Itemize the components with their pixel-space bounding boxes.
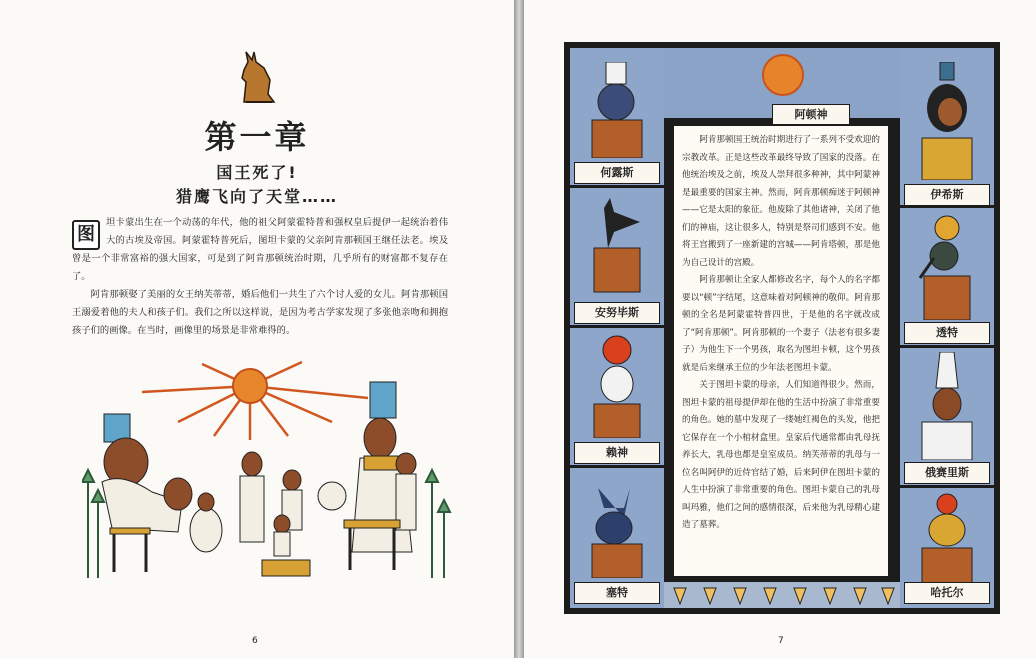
god-isis	[900, 48, 994, 208]
sun-disc	[233, 369, 267, 403]
god-anubis	[570, 188, 664, 328]
right-paragraph-2: 阿肯那顿让全家人都修改名字，每个人的名字都要以“顿”字结尾，这意味着对阿顿神的敬仰。阿肯那顿的全名是阿蒙霍特普四世，于是他的名字就改成了“阿肯那顿”。阿肯那顿的一个妻子（法老有很多妻子）为他生下一个男孩，取名为图坦卡顿，这个男孩就是后来继承王位的少年法老图坦卡蒙。	[682, 275, 880, 373]
god-label-hathor: 哈托尔	[904, 582, 990, 604]
jackal-head-icon	[584, 198, 650, 298]
subtitle-line-2: 猎鹰飞向了天堂……	[175, 187, 338, 206]
god-label-osiris: 俄赛里斯	[904, 462, 990, 484]
subtitle-line-1: 国王死了!	[216, 163, 298, 182]
isis-head-icon	[914, 62, 980, 180]
set-head-icon	[584, 488, 650, 578]
jackal-icon	[238, 48, 278, 104]
aton-sun-icon	[762, 54, 804, 96]
right-page	[524, 0, 1036, 658]
page-number-right: 7	[778, 636, 784, 646]
chapter-title: 第一章	[204, 118, 310, 156]
queen-crown	[370, 382, 396, 418]
page-number-left: 6	[252, 636, 258, 646]
body-text	[72, 214, 448, 340]
book-spine	[514, 0, 524, 658]
cow-head-icon	[914, 492, 980, 584]
gods-frame	[564, 42, 1000, 614]
god-ra	[570, 328, 664, 468]
right-paragraph-1: 阿肯那顿国王统治时期进行了一系列不受欢迎的宗教改革。正是这些改革最终导致了国家的没落。在他统治埃及之前，埃及人崇拜很多种神，其中阿蒙神是最重要的国家主神。然而，阿肯那顿痴迷于阿顿神——它是太阳的象征。他废除了其他诸神，关闭了他们的神庙，这让很多人，特别是祭司们感到不安。他将王宫搬到了一座新建的宫城——阿肯塔顿，那是他为自己设计的宫殿。	[682, 135, 880, 268]
god-label-horus: 何露斯	[574, 162, 660, 184]
gods-column-right	[900, 48, 994, 608]
royal-family-illustration	[82, 352, 454, 584]
god-thoth	[900, 208, 994, 348]
god-horus	[570, 48, 664, 188]
paragraph-1	[72, 214, 448, 286]
aton-label: 阿顿神	[772, 104, 850, 126]
left-page	[0, 0, 514, 658]
paragraph-2: 阿肯那顿娶了美丽的女王纳芙蒂蒂，婚后他们一共生了六个讨人爱的女儿。阿肯那顿国王溺爱着他的夫人和孩子们。我们之所以这样说，是因为考古学家发现了多张他亲吻和拥抱孩子们的画像。在当时，画像里的场景是非常难得的。	[72, 289, 448, 336]
lotus-floor	[664, 582, 900, 608]
god-label-ra: 赖神	[574, 442, 660, 464]
god-label-set: 塞特	[574, 582, 660, 604]
god-label-thoth: 透特	[904, 322, 990, 344]
gods-column-left	[570, 48, 664, 608]
right-paragraph-3: 关于图坦卡蒙的母亲，人们知道得很少。然而，图坦卡蒙的祖母提伊却在他的生活中扮演了非常重要的角色。她的墓中发现了一缕她红褐色的头发，他把它保存在一个小棺材盒里。皇家后代通常都由乳母抚养长大，乳母也都是皇室成员。纳芙蒂蒂的乳母与一位名叫阿伊的近侍官结了婚，后来阿伊在图坦卡蒙的人生中扮演了非常重要的角色。图坦卡蒙自己的乳母叫玛雅，他们之间的感情很深，后来他为乳母精心建造了墓葬。	[682, 380, 880, 530]
osiris-head-icon	[914, 352, 980, 460]
ibis-head-icon	[914, 214, 980, 320]
falcon-head-icon	[586, 62, 648, 158]
god-set	[570, 468, 664, 608]
paragraph-1-text: 坦卡蒙出生在一个动荡的年代，他的祖父阿蒙霍特普和强权皇后提伊一起统治着伟大的古埃及帝国。阿蒙霍特普死后，图坦卡蒙的父亲阿肯那顿国王继任法老。埃及曾是一个非常富裕的强大国家，可是到了阿肯那顿统治时期，几乎所有的财富都不复存在了。	[72, 217, 448, 282]
drop-cap: 图	[72, 220, 100, 250]
lotus-row-icon	[664, 582, 900, 608]
god-hathor	[900, 488, 994, 608]
god-label-isis: 伊希斯	[904, 184, 990, 206]
god-osiris	[900, 348, 994, 488]
ra-sun-head-icon	[586, 334, 648, 438]
god-label-anubis: 安努毕斯	[574, 302, 660, 324]
text-panel	[672, 124, 890, 578]
